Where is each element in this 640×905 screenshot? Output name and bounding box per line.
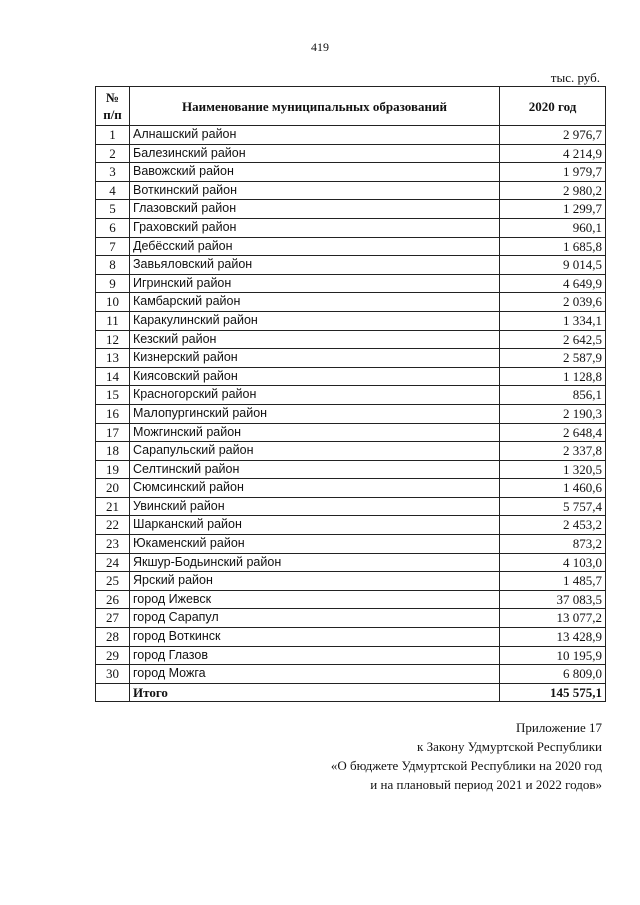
row-name: Кизнерский район: [130, 349, 500, 368]
page-number: 419: [311, 40, 329, 54]
table-row: [96, 181, 606, 200]
row-number: 12: [96, 330, 130, 349]
row-value: 2 976,7: [500, 126, 606, 145]
row-number: 7: [96, 237, 130, 256]
row-name: Каракулинский район: [130, 311, 500, 330]
row-number: 20: [96, 479, 130, 498]
row-number: 25: [96, 572, 130, 591]
row-name: Алнашский район: [130, 126, 500, 145]
total-empty-cell: [96, 683, 130, 702]
row-value: 2 648,4: [500, 423, 606, 442]
row-name: Камбарский район: [130, 293, 500, 312]
row-value: 6 809,0: [500, 665, 606, 684]
row-value: 2 039,6: [500, 293, 606, 312]
row-name: Малопургинский район: [130, 404, 500, 423]
row-value: 5 757,4: [500, 497, 606, 516]
row-name: Граховский район: [130, 218, 500, 237]
table-row: [96, 572, 606, 591]
row-value: 4 214,9: [500, 144, 606, 163]
row-number: 3: [96, 163, 130, 182]
table-row: [96, 497, 606, 516]
row-name: Глазовский район: [130, 200, 500, 219]
row-number: 27: [96, 609, 130, 628]
total-value: 145 575,1: [500, 683, 606, 702]
row-name: Вавожский район: [130, 163, 500, 182]
row-number: 13: [96, 349, 130, 368]
row-value: 13 428,9: [500, 628, 606, 647]
row-name: Воткинский район: [130, 181, 500, 200]
appendix-line-4: и на плановый период 2021 и 2022 годов»: [370, 777, 602, 792]
total-label: Итого: [130, 683, 500, 702]
row-number: 16: [96, 404, 130, 423]
row-number: 1: [96, 126, 130, 145]
row-name: Сарапульский район: [130, 442, 500, 461]
row-number: 30: [96, 665, 130, 684]
table-row: [96, 330, 606, 349]
row-number: 22: [96, 516, 130, 535]
table-row: [96, 665, 606, 684]
header-name: Наименование муниципальных образований: [130, 87, 500, 126]
row-value: 1 299,7: [500, 200, 606, 219]
row-number: 6: [96, 218, 130, 237]
row-name: Киясовский район: [130, 367, 500, 386]
row-value: 9 014,5: [500, 256, 606, 275]
row-number: 23: [96, 535, 130, 554]
appendix-line-1: Приложение 17: [515, 720, 602, 735]
table-row: [96, 460, 606, 479]
row-number: 15: [96, 386, 130, 405]
row-value: 2 980,2: [500, 181, 606, 200]
row-value: 1 460,6: [500, 479, 606, 498]
row-name: Селтинский район: [130, 460, 500, 479]
table-row: [96, 144, 606, 163]
row-number: 28: [96, 628, 130, 647]
row-number: 18: [96, 442, 130, 461]
row-value: 2 587,9: [500, 349, 606, 368]
appendix-line-2: к Закону Удмуртской Республики: [417, 739, 602, 754]
row-name: Увинский район: [130, 497, 500, 516]
header-number: [96, 87, 130, 126]
row-number: 26: [96, 590, 130, 609]
row-name: город Ижевск: [130, 590, 500, 609]
row-value: 2 453,2: [500, 516, 606, 535]
row-value: 2 642,5: [500, 330, 606, 349]
row-value: 1 128,8: [500, 367, 606, 386]
row-number: 17: [96, 423, 130, 442]
table-row: [96, 553, 606, 572]
row-number: 9: [96, 274, 130, 293]
row-name: Игринский район: [130, 274, 500, 293]
row-name: Дебёсский район: [130, 237, 500, 256]
table-row: [96, 126, 606, 145]
table-row: [96, 646, 606, 665]
row-name: город Сарапул: [130, 609, 500, 628]
row-number: 24: [96, 553, 130, 572]
total-row: [96, 683, 606, 702]
appendix-note: [331, 718, 602, 794]
table-row: [96, 349, 606, 368]
table-row: [96, 516, 606, 535]
table-header-row: [96, 87, 606, 126]
table-row: [96, 628, 606, 647]
table-row: [96, 218, 606, 237]
table-row: [96, 479, 606, 498]
row-value: 4 103,0: [500, 553, 606, 572]
row-number: 4: [96, 181, 130, 200]
row-value: 1 334,1: [500, 311, 606, 330]
header-number-abbrev: п/п: [103, 107, 122, 122]
row-value: 4 649,9: [500, 274, 606, 293]
row-number: 29: [96, 646, 130, 665]
header-number-symbol: №: [105, 90, 120, 105]
row-number: 19: [96, 460, 130, 479]
row-number: 14: [96, 367, 130, 386]
row-value: 2 190,3: [500, 404, 606, 423]
row-name: Кезский район: [130, 330, 500, 349]
row-number: 21: [96, 497, 130, 516]
table-row: [96, 274, 606, 293]
table-row: [96, 535, 606, 554]
table-row: [96, 442, 606, 461]
table-row: [96, 256, 606, 275]
row-name: город Глазов: [130, 646, 500, 665]
row-name: Красногорский район: [130, 386, 500, 405]
table-body: [96, 126, 606, 702]
table-row: [96, 423, 606, 442]
row-name: Ярский район: [130, 572, 500, 591]
row-name: город Воткинск: [130, 628, 500, 647]
row-number: 2: [96, 144, 130, 163]
table-row: [96, 590, 606, 609]
row-number: 8: [96, 256, 130, 275]
row-name: Якшур-Бодьинский район: [130, 553, 500, 572]
table-row: [96, 367, 606, 386]
appendix-line-3: «О бюджете Удмуртской Республики на 2020 год: [330, 758, 602, 773]
row-value: 37 083,5: [500, 590, 606, 609]
table-row: [96, 609, 606, 628]
row-value: 856,1: [500, 386, 606, 405]
row-number: 11: [96, 311, 130, 330]
row-number: 5: [96, 200, 130, 219]
table-row: [96, 237, 606, 256]
row-name: Завьяловский район: [130, 256, 500, 275]
row-value: 1 485,7: [500, 572, 606, 591]
row-value: 2 337,8: [500, 442, 606, 461]
row-value: 1 685,8: [500, 237, 606, 256]
row-value: 13 077,2: [500, 609, 606, 628]
table-row: [96, 311, 606, 330]
row-name: Юкаменский район: [130, 535, 500, 554]
units-label: тыс. руб.: [550, 70, 600, 85]
table-row: [96, 200, 606, 219]
budget-table: [95, 86, 606, 702]
row-value: 1 320,5: [500, 460, 606, 479]
row-number: 10: [96, 293, 130, 312]
table-row: [96, 404, 606, 423]
row-value: 1 979,7: [500, 163, 606, 182]
row-value: 960,1: [500, 218, 606, 237]
header-year: 2020 год: [500, 87, 606, 126]
row-name: город Можга: [130, 665, 500, 684]
table-row: [96, 386, 606, 405]
row-value: 10 195,9: [500, 646, 606, 665]
row-name: Балезинский район: [130, 144, 500, 163]
row-name: Шарканский район: [130, 516, 500, 535]
table-row: [96, 163, 606, 182]
row-name: Сюмсинский район: [130, 479, 500, 498]
row-name: Можгинский район: [130, 423, 500, 442]
table-row: [96, 293, 606, 312]
row-value: 873,2: [500, 535, 606, 554]
